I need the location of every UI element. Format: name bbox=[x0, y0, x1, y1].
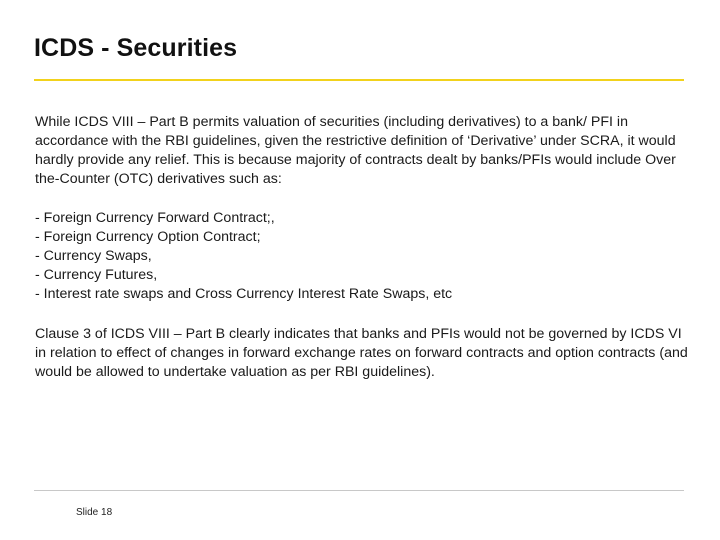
title-divider bbox=[34, 79, 684, 81]
list-item: - Foreign Currency Forward Contract;, bbox=[35, 210, 275, 226]
slide-body bbox=[35, 113, 690, 382]
list-item: - Interest rate swaps and Cross Currency Interest Rate Swaps, etc bbox=[35, 286, 453, 302]
footer-divider bbox=[34, 490, 684, 491]
list-item: - Foreign Currency Option Contract; bbox=[35, 229, 261, 245]
intro-paragraph: While ICDS VIII – Part B permits valuation of securities (including derivatives) to a bank/ PFI in accordance with the RBI guidelines, given the restrictive definition of ‘Derivative’ under SCRA, it would hardly provide any relief. This is because majority of contracts dealt by banks/PFIs would include Over the-Counter (OTC) derivatives such as: bbox=[35, 114, 676, 187]
list-item: - Currency Futures, bbox=[35, 267, 158, 283]
derivatives-list bbox=[35, 209, 690, 304]
list-item: - Currency Swaps, bbox=[35, 248, 152, 264]
clause-paragraph: Clause 3 of ICDS VIII – Part B clearly indicates that banks and PFIs would not be governed by ICDS VI in relation to effect of changes in forward exchange rates on forward contracts and option contracts (and would be allowed to undertake valuation as per RBI guidelines). bbox=[35, 326, 688, 380]
slide-number: Slide 18 bbox=[76, 507, 113, 518]
slide-title: ICDS - Securities bbox=[34, 34, 238, 62]
